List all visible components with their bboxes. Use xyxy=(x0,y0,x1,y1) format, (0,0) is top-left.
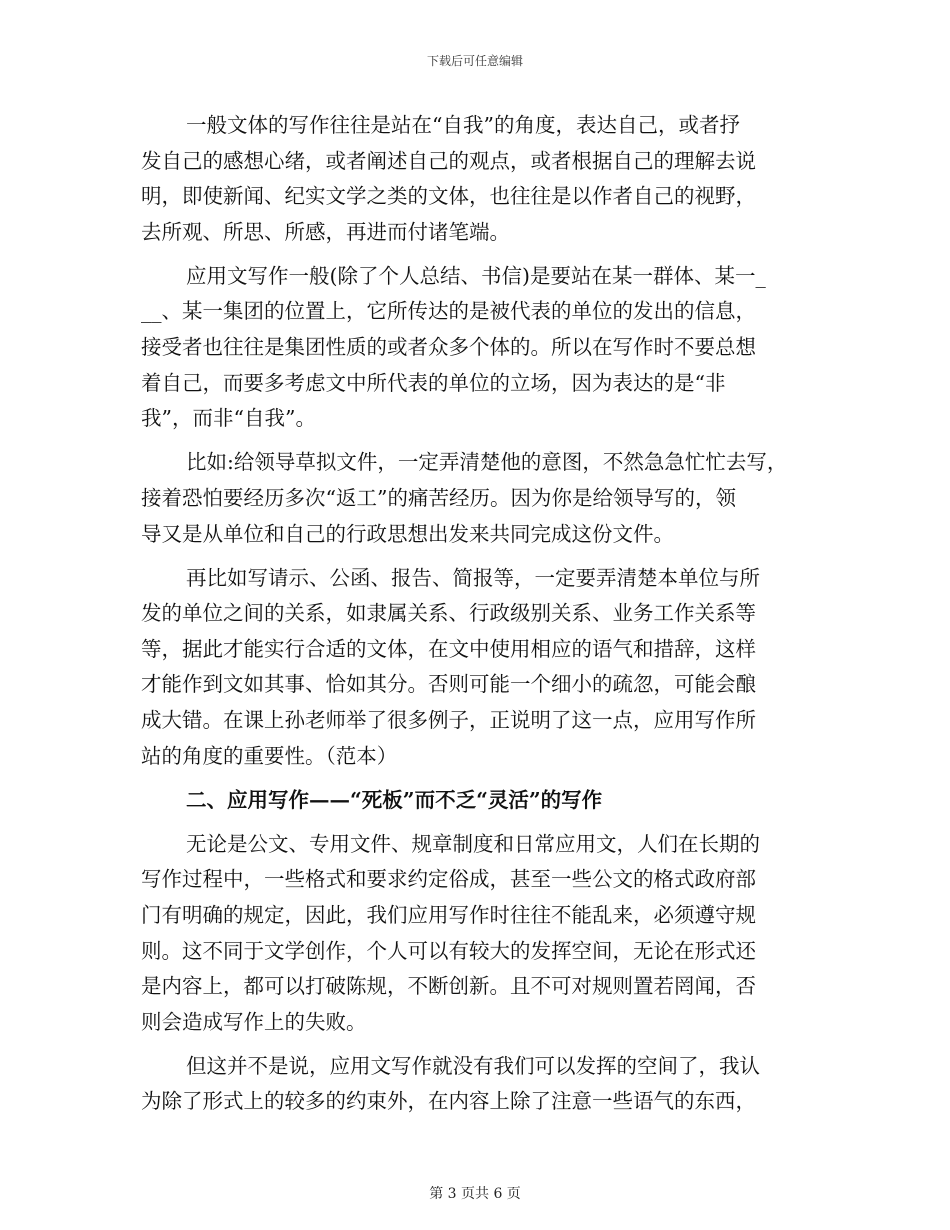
text-line: 导又是从单位和自己的行政思想出发来共同完成这份文件。 xyxy=(141,521,674,546)
paragraph-gap xyxy=(141,250,821,259)
paragraph xyxy=(141,827,821,1041)
text-line: 再比如写请示、公函、报告、简报等，一定要弄清楚本单位与所 xyxy=(186,565,760,590)
text-line: 发自己的感想心绪，或者阐述自己的观点，或者根据自己的理解去说 xyxy=(141,148,756,173)
text-line: 我”，而非“自我”。 xyxy=(141,406,316,431)
paragraph-gap xyxy=(141,774,821,783)
text-line: 一般文体的写作往往是站在“自我”的角度，表达自己，或者抒 xyxy=(186,113,740,137)
text-line: 去所观、所思、所感，再进而付诸笔端。 xyxy=(141,219,510,244)
section-heading xyxy=(141,783,821,819)
text-line: 成大错。在课上孙老师举了很多例子，正说明了这一点，应用写作所 xyxy=(141,708,756,732)
paragraph-gap xyxy=(141,552,821,561)
document-body xyxy=(141,108,821,1120)
page-header: 下载后可任意编辑 xyxy=(426,54,523,68)
text-line: 比如:给领导草拟文件，一定弄清楚他的意图，不然急急忙忙去写， xyxy=(186,450,788,475)
paragraph-gap xyxy=(141,1040,821,1049)
text-line: 无论是公文、专用文件、规章制度和日常应用文，人们在长期的 xyxy=(186,831,760,856)
text-line: 等，据此才能实行合适的文体，在文中使用相应的语气和措辞，这样 xyxy=(141,636,756,661)
paragraph xyxy=(141,259,821,437)
paragraph xyxy=(141,1049,821,1120)
text-line: 则。这不同于文学创作，个人可以有较大的发挥空间，无论在形式还 xyxy=(141,938,756,963)
text-line: 站的角度的重要性。（范本） xyxy=(141,743,398,768)
text-line: 则会造成写作上的失败。 xyxy=(141,1009,367,1034)
paragraph xyxy=(141,445,821,552)
text-line: 接受者也往往是集团性质的或者众多个体的。所以在写作时不要总想 xyxy=(141,335,756,360)
text-line: 二、应用写作——“死板”而不乏“灵活”的写作 xyxy=(186,787,603,812)
text-line: 是内容上，都可以打破陈规，不断创新。且不可对规则置若罔闻，否 xyxy=(141,974,756,999)
paragraph-gap xyxy=(141,818,821,827)
text-line: __、某一集团的位置上，它所传达的是被代表的单位的发出的信息， xyxy=(141,299,756,324)
text-line: 门有明确的规定，因此，我们应用写作时往往不能乱来，必须遵守规 xyxy=(141,902,756,927)
paragraph xyxy=(141,561,821,775)
text-line: 才能作到文如其事、恰如其分。否则可能一个细小的疏忽，可能会酿 xyxy=(141,672,756,697)
text-line: 写作过程中，一些格式和要求约定俗成，甚至一些公文的格式政府部 xyxy=(141,867,756,892)
text-line: 明，即使新闻、纪实文学之类的文体，也往往是以作者自己的视野， xyxy=(141,184,756,209)
text-line: 为除了形式上的较多的约束外，在内容上除了注意一些语气的东西， xyxy=(141,1089,756,1114)
text-line: 接着恐怕要经历多次“返工”的痛苦经历。因为你是给领导写的，领 xyxy=(141,485,736,510)
page-footer: 第 3 页共 6 页 xyxy=(429,1186,521,1202)
paragraph xyxy=(141,108,821,250)
paragraph-gap xyxy=(141,437,821,446)
text-line: 但这并不是说，应用文写作就没有我们可以发挥的空间了，我认 xyxy=(186,1053,760,1078)
text-line: 应用文写作一般(除了个人总结、书信)是要站在某一群体、某一_ xyxy=(186,263,766,288)
text-line: 发的单位之间的关系，如隶属关系、行政级别关系、业务工作关系等 xyxy=(141,601,756,626)
text-line: 着自己，而要多考虑文中所代表的单位的立场，因为表达的是“非 xyxy=(141,370,726,395)
